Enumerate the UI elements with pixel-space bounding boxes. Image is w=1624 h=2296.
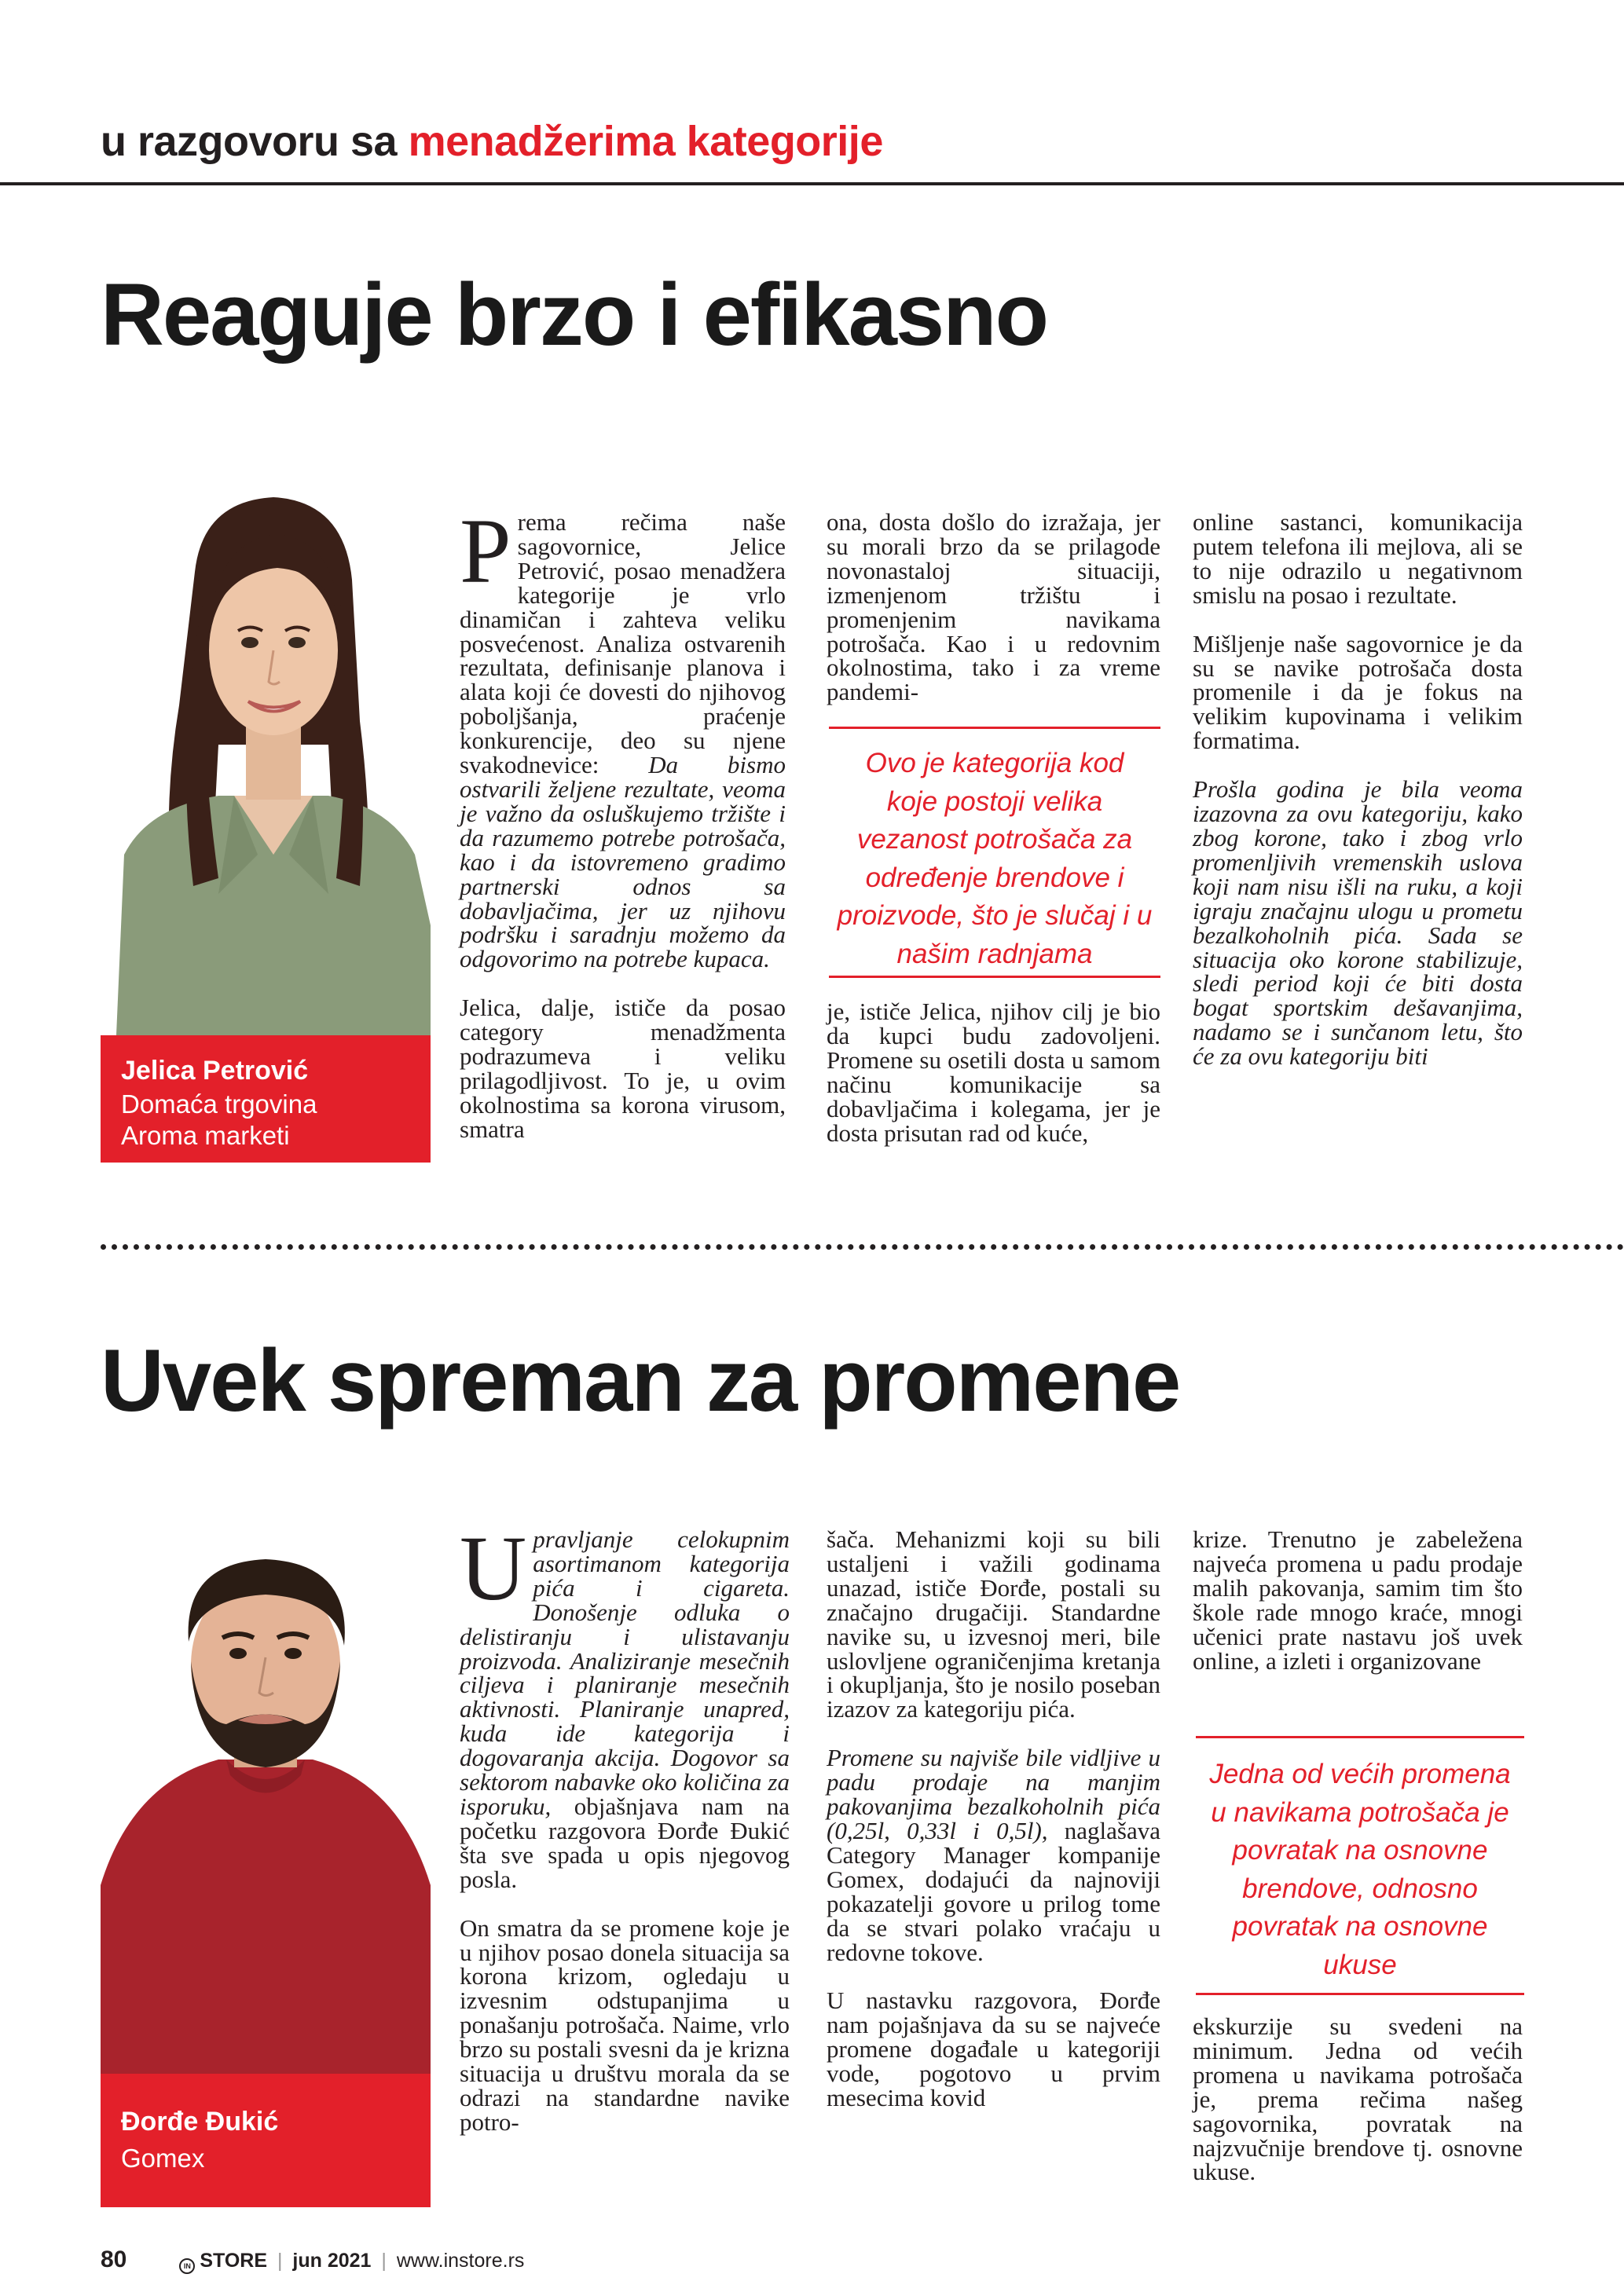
footer-separator: | (381, 2250, 387, 2272)
article2-dropcap: U (460, 1517, 527, 1620)
article1-column-1 (460, 500, 786, 1143)
article2-column-3-top: krize. Trenutno je zabeležena najveća promena u padu prodaje malih pakovanja, samim tim što škole rade mnogo kraće, mnogi učenici prate nastavu još uvek online, a izleti i organizovane (1193, 1525, 1523, 1675)
article1-column-3 (1193, 508, 1523, 1071)
article2-person-company: Gomex (121, 2144, 205, 2173)
instore-logo-icon: IN (179, 2258, 195, 2274)
article2-col1-paragraph-2: On smatra da se promene koje je u njihov posao donela situacija sa korona krizom, ogledaju u izvesnim odstupanjima u ponašanju potrošača. Naime, vrlo brzo su postali svesni da je krizna situacija u društvu morala da se odrazi na standardne navike potro- (460, 1913, 790, 2136)
article1-col3-paragraph-2: Mišljenje naše sagovornice je da su se navike potrošača dosta promenile i da je fokus na velikim kupovinama i velikim formatima. (1193, 629, 1523, 755)
portrait-woman-image (101, 485, 431, 1035)
article1-col3-quote: Prošla godina je bila veoma izazovna za ovu kategoriju, kako zbog korone, tako i zbog vrlo promenljivih vremenskih uslova koji nam nisu išli na ruku, a koji igraju značajnu ulogu u prometu bezalkoholnih pića. Sada se situacija oko korone stabilizuje, sledi period koji će biti dosta bogat sportskim dešavanjima, nadamo se i sunčanom letu, što će za ovu kategoriju biti (1193, 775, 1523, 1071)
article1-person-name: Jelica Petrović (121, 1056, 309, 1086)
article1-person-chain: Aroma marketi (121, 1121, 290, 1150)
article2-col2-paragraph-1: šača. Mehanizmi koji su bili ustaljeni i važili godinama unazad, ističe Đorđe, postali su značajno drugačiji. Standardne navike su, u izvesnoj meri, bile uslovljene ograničenjima kretanja i okupljanja, što je nosilo poseban izazov za kategoriju pića. (827, 1525, 1160, 1723)
article2-col2-paragraph-2 (827, 1746, 1160, 1965)
article2-col1-attribution: objašnjava nam na početku razgovora Đorđe Đukić šta sve spada u opis njegovog posla. (460, 1792, 790, 1893)
article1-photo (101, 485, 431, 1035)
section-label-highlight: menadžerima kategorije (408, 118, 883, 165)
article1-dropcap: P (460, 500, 511, 602)
page-footer (101, 2248, 524, 2274)
article2-col1-paragraph-1 (460, 1517, 790, 1893)
article2-col2-paragraph-3: U nastavku razgovora, Đorđe nam pojašnjava da su se najveće promene događale u kategoriji vode, pogotovo u prvim mesecima kovid (827, 1987, 1160, 2112)
issue-date: jun 2021 (292, 2250, 372, 2272)
article1-col3-paragraph-3 (1193, 775, 1523, 1071)
magazine-name: STORE (200, 2250, 267, 2272)
footer-separator: | (277, 2250, 283, 2272)
article1-column-2-bottom: je, ističe Jelica, njihov cilj je bio da kupci budu zadovoljeni. Promene su osetili dosta u samom načinu komunikacije sa dobavljačima i kolegama, jer je dosta prisutan rad od kuće, (827, 998, 1160, 1147)
header-rule (0, 182, 1624, 185)
website-link[interactable]: www.instore.rs (396, 2250, 525, 2272)
section-label-prefix: u razgovoru sa (101, 118, 409, 165)
page-number: 80 (101, 2247, 127, 2272)
article-divider (101, 1244, 1624, 1250)
article2-column-2 (827, 1525, 1160, 2112)
article2-col2-quote: Promene su najviše bile vidljive u padu prodaje na manjim pakovanjima bezalkoholnih pića (0,25l, 0,33l i 0,5l), (827, 1744, 1160, 1844)
article1-column-2-top: ona, dosta došlo do izražaja, jer su morali brzo da se prilagode novonastaloj situaciji, izmenjenom tržištu i promenjenim navikama potrošača. Kao i u redovnim okolnostima, tako i za vreme pandemi- (827, 508, 1160, 706)
article1-title: Reaguje brzo i efikasno (101, 265, 1047, 364)
article1-col1-quote: Da bismo ostvarili željene rezultate, veoma je važno da osluškujemo tržište i da razumemo potrebe potrošača, kao i da istovremeno gradimo partnerski odnos sa dobavljačima, jer uz njihovu podršku i saradnju možemo da odgovorimo na potrebe kupaca. (460, 751, 786, 973)
article1-col1-paragraph-2: Jelica, dalje, ističe da posao category menadžmenta podrazumeva i veliku prilagodljivost. To je, u ovim okolnostima sa korona virusom, smatra (460, 994, 786, 1143)
article2-column-1 (460, 1517, 790, 2136)
article1-col3-paragraph-1: online sastanci, komunikacija putem telefona ili mejlova, ali se to nije odrazilo u negativnom smislu na posao i rezultate. (1193, 508, 1523, 609)
article2-title: Uvek spreman za promene (101, 1331, 1180, 1430)
article2-col2-attribution: naglašava Category Manager kompanije Gomex, dodajući da najnoviji pokazatelji govore u prilog tome da se stvari polako vraćaju u redovne tokove. (827, 1816, 1160, 1966)
portrait-man-image (101, 1524, 431, 2074)
article2-person-name: Đorđe Đukić (121, 2107, 279, 2137)
article1-col1-paragraph-1 (460, 500, 786, 973)
article1-name-card (101, 1035, 431, 1163)
article2-photo (101, 1524, 431, 2074)
article2-name-card (101, 2074, 431, 2207)
article1-col1-intro: rema rečima naše sagovornice, Jelice Petrović, posao menadžera kategorije je vrlo dinamičan i zahteva veliku posvećenost. Analiza ostvarenih rezultata, definisanje planova i alata koji će dovesti do njihovog poboljšanja, praćenje konkurencije, deo su njene svakodnevice: (460, 508, 786, 779)
article1-pull-quote: Ovo je kategorija kod koje postoji velika vezanost potrošača za određenje brendove i proizvode, što je slučaj i u našim radnjama (829, 727, 1160, 978)
article2-col1-quote: pravljanje celokupnim asortimanom kategorija pića i cigareta. Donošenje odluka o delistiranju i ulistavanju proizvoda. Analiziranje mesečnih ciljeva i planiranje mesečnih aktivnosti. Planiranje unapred, kuda ide kategorija i dogovaranja akcija. Dogovor sa sektorom nabavke oko količina za isporuku, (460, 1525, 790, 1820)
section-label (101, 110, 883, 173)
article2-column-3-bottom: ekskurzije su svedeni na minimum. Jedna od većih promena u navikama potrošača je, prema rečima našeg sagovornika, povratak na najzvučnije brendove tj. osnovne ukuse. (1193, 2012, 1523, 2186)
article1-person-company: Domaća trgovina (121, 1089, 317, 1119)
article2-pull-quote: Jedna od većih promena u navikama potrošača je povratak na osnovne brendove, odnosno povratak na osnovne ukuse (1196, 1736, 1524, 1995)
